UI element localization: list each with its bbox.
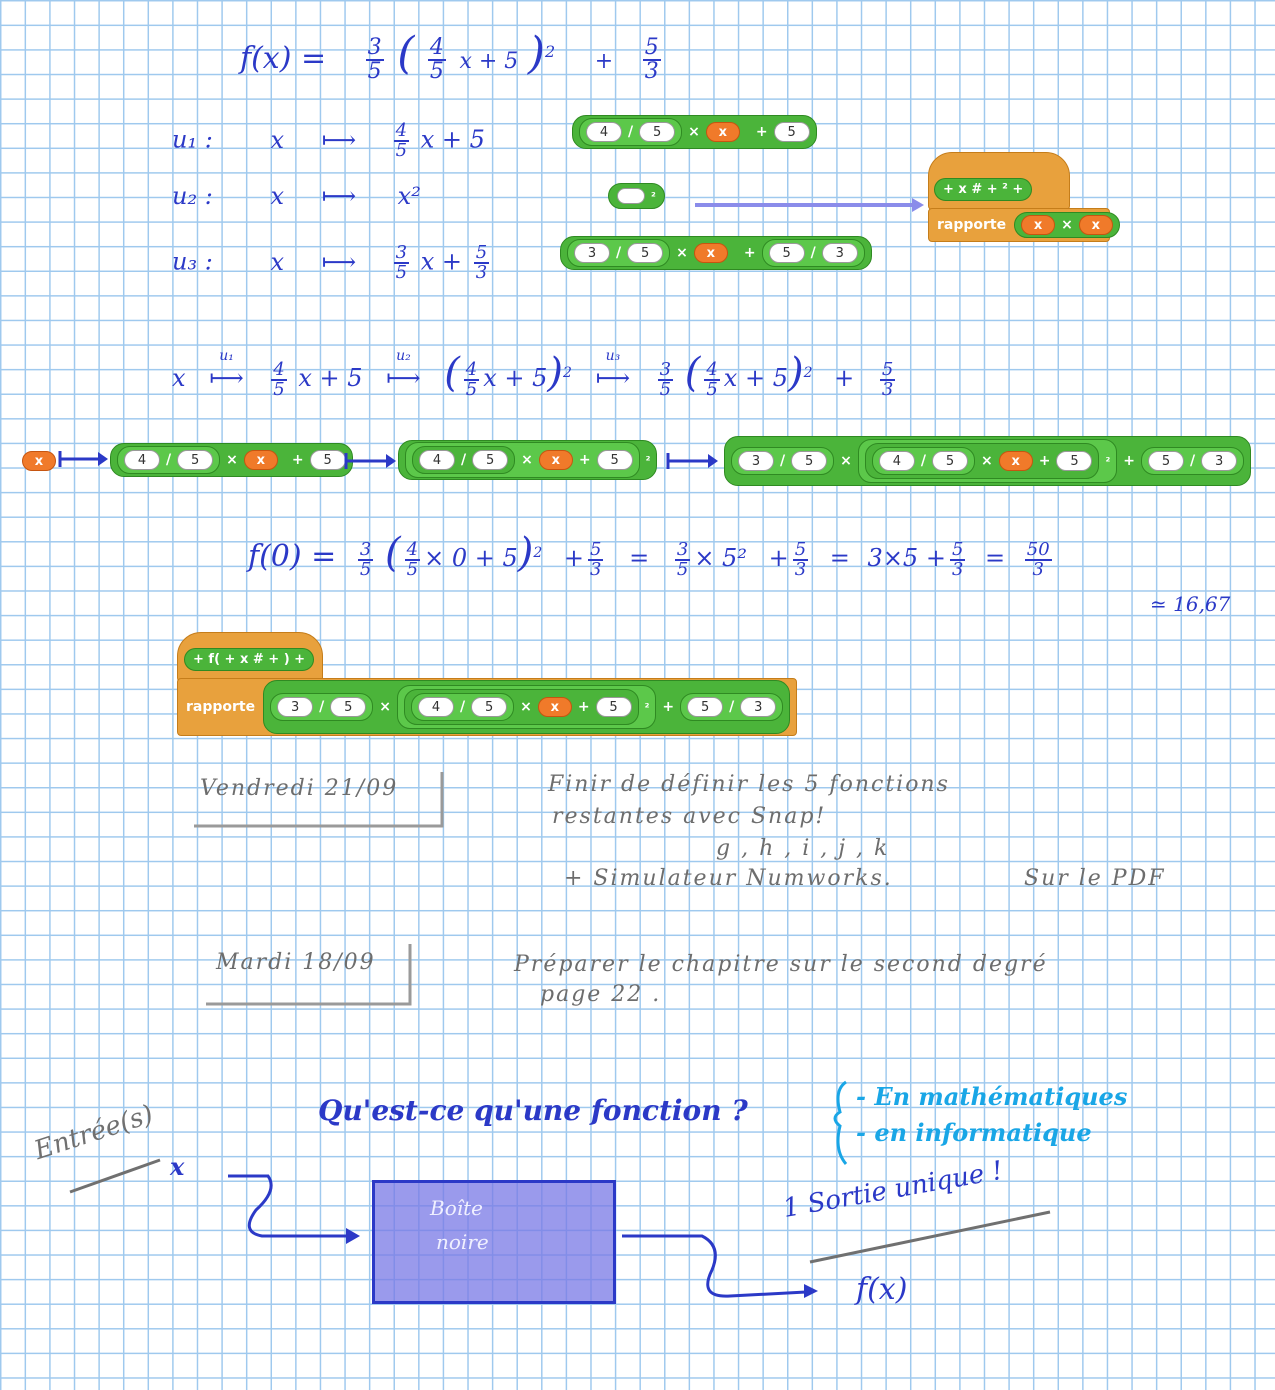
u2-arrow: ⟼ [321,182,357,210]
agenda-1-line-5: Sur le PDF [1024,866,1166,891]
chain-arrow-1: ⟼ u₁ [209,348,244,392]
u2-var: x [270,182,284,210]
chain-frac-5: $\frac{5}{3}$ [881,358,894,400]
u3-op-times: × [676,245,688,261]
agenda-1-line-2: restantes avec Snap! [552,804,827,829]
u3-expr: x + [420,247,463,276]
title-paren-open: ( [397,28,415,79]
agenda-2-line-2: page 22 . [540,982,662,1007]
u3-var: x [270,247,284,276]
chain-formula: x ⟼ u₁ $\frac{4}{5}$ x + 5 ⟼ u₂ ( $\frac{4}{5}$ x + 5)$^2$ ⟼ u₃ $\frac{3}{5}$ ( $\frac{4}{5}$ x + 5)$^2$ + $\frac{5}{3}$ [172,348,894,400]
u1-op-times: × [688,124,700,140]
output-underline [810,1212,1050,1262]
question-text: Qu'est-ce qu'une fonction ? [318,1094,748,1127]
agenda-1-line-4: + Simulateur Numworks. [564,866,893,891]
u3-op-plus: + [743,245,756,261]
f0-approx: ≃ 16,67 [1150,592,1231,616]
u1-var: x [270,125,284,154]
agenda-1-line-1: Finir de définir les 5 fonctions [548,772,950,797]
question-brace [835,1082,846,1164]
chain-frac-1: $\frac{4}{5}$ [273,358,285,400]
box-label-2: noire [436,1230,489,1254]
f0-step1: × 0 + 5 [424,544,518,572]
u1-num-c[interactable]: 5 [774,122,810,142]
u3-op-div-b: / [810,245,816,261]
custom-f-report-label: rapporte [186,699,256,715]
u3-arrow: ⟼ [321,247,357,276]
u3-frac: $\frac{3}{5}$ [395,242,408,283]
chain-frac-4: $\frac{4}{5}$ [706,358,718,400]
agenda-date-2: Mardi 18/09 [216,950,376,975]
custom-sq-times: × [1061,217,1073,233]
u1-frac: $\frac{4}{5}$ [395,120,408,161]
output-arrow [622,1236,806,1296]
u3-op-div: / [616,245,622,261]
f0-step3: 3×5 + [867,544,946,572]
f0-result: $\frac{50}{3}$ [1026,538,1050,580]
u1-op-plus: + [755,124,768,140]
custom-sq-x2[interactable]: x [1079,215,1113,235]
chain-step2: x + 5 [483,364,548,392]
agenda-box-1 [194,772,442,826]
chain-arrow-3: ⟼ u₃ [595,348,630,392]
agenda-1-line-3: g , h , i , j , k [716,836,890,861]
title-exp: 2 [545,42,556,61]
input-arrow [228,1176,348,1236]
u1-op-div: / [628,124,634,140]
custom-sq-x1[interactable]: x [1021,215,1055,235]
u3-num-d[interactable]: 3 [822,243,858,263]
chain-frac-2: $\frac{4}{5}$ [465,358,478,400]
title-paren-close: ) [527,28,546,79]
title-plus: + [594,49,614,74]
title-frac3: $\frac{5}{3}$ [644,35,659,84]
u3-name: u₃ : [172,247,213,276]
title-frac2: $\frac{4}{5}$ [429,35,444,84]
output-label: 1 Sortie unique ! [780,1155,1006,1224]
chain-arrow-2: ⟼ u₂ [386,348,421,392]
title-inner: x + 5 [459,49,519,74]
question-answer-2: - en informatique [856,1118,1092,1147]
chain-step1: x + 5 [298,364,363,392]
u1-var-x[interactable]: x [706,122,740,142]
chain-frac-3: $\frac{3}{5}$ [659,358,672,400]
custom-f-proto-label: + f( + x # + ) + [193,652,306,667]
title-lhs: f(x) = [240,41,327,76]
u2-expr: x² [397,182,421,210]
title-frac1: $\frac{3}{5}$ [367,35,382,84]
u3-frac-b: $\frac{5}{3}$ [475,242,488,283]
u3-num-a[interactable]: 3 [574,243,610,263]
u2-name: u₂ : [172,182,213,210]
u1-name: u₁ : [172,125,213,154]
u1-arrow: ⟼ [321,125,357,154]
custom-sq-report-label: rapporte [937,217,1007,233]
agenda-box-2 [206,944,410,1004]
output-expr: f(x) [856,1272,908,1307]
chain-start: x [172,364,186,392]
input-var: x [170,1152,185,1181]
u1-num-b[interactable]: 5 [639,122,675,142]
chain-block-u1[interactable]: 4 / 5 × x + 5 [110,443,353,477]
question-answer-1: - En mathématiques [856,1082,1128,1111]
custom-sq-proto-label: + x # + ² + [943,182,1024,197]
chain-x-reporter[interactable]: x [22,451,56,471]
u1-expr: x + 5 [420,125,485,154]
f0-lhs: f(0) = [248,539,337,574]
f0-step2: × 5² [694,544,747,572]
agenda-2-line-1: Préparer le chapitre sur le second degré [514,952,1048,977]
custom-f-expr[interactable]: 3 / 5 × 4 / 5 × x + 5 ² + 5 / 3 [263,680,790,734]
chain-block-u3[interactable]: 3 / 5 × 4 / 5 × x + 5 ² + 5 / 3 [724,436,1251,486]
chain-block-u2[interactable]: 4 / 5 × x + 5 ² [398,440,657,480]
u1-num-a[interactable]: 4 [586,122,622,142]
agenda-date-1: Vendredi 21/09 [200,776,399,801]
input-underline [70,1160,160,1192]
u3-num-c[interactable]: 5 [769,243,805,263]
u3-num-b[interactable]: 5 [627,243,663,263]
input-label: Entrée(s) [30,1099,157,1166]
chain-step3: x + 5 [723,364,788,392]
u2-exp: ² [651,189,656,203]
f0-computation: f(0) = $\frac{3}{5}$ ( $\frac{4}{5}$ × 0 + 5)$^2$ + $\frac{5}{3}$ = $\frac{3}{5}$ × 5² + $\frac{5}{3}$ = 3×5 + $\frac{5}{3}$ = $\frac{50}{3}$ [248,530,1050,580]
u2-link-arrowhead [912,198,924,212]
u3-var-x[interactable]: x [694,243,728,263]
box-label-1: Boîte [430,1196,484,1220]
